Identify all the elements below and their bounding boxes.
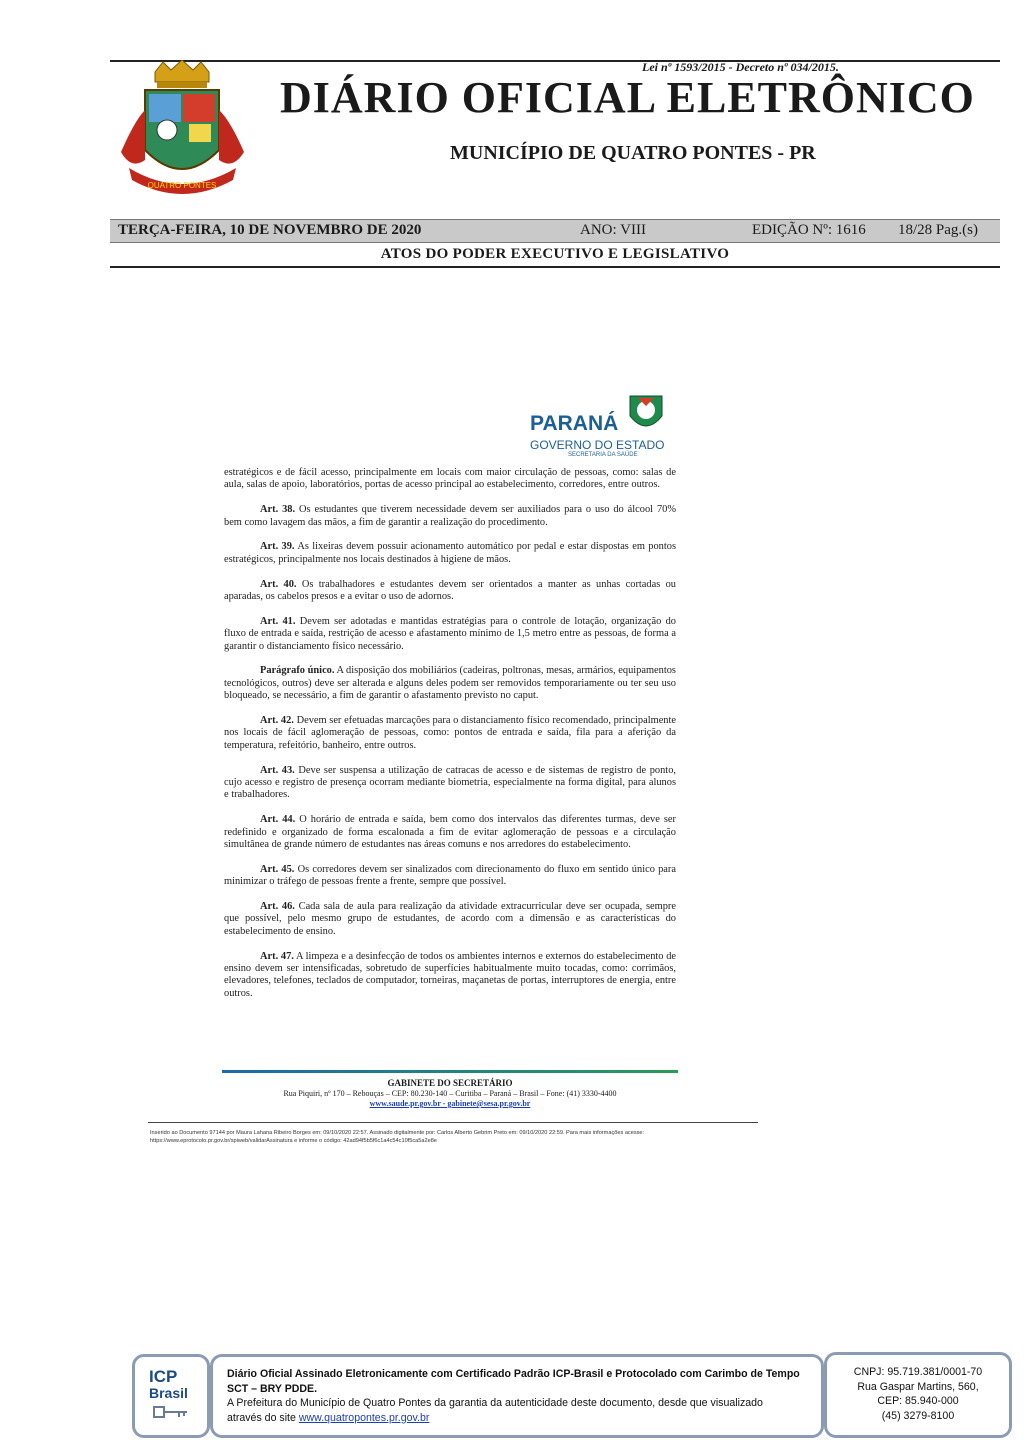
- edition-date: TERÇA-FEIRA, 10 DE NOVEMBRO DE 2020: [118, 222, 422, 238]
- article-41: Art. 41. Devem ser adotadas e mantidas estratégias para o controle de lotação, organização do fluxo de entrada e saída, restrição de acesso e afastamento mínimo de 1,5 metro entre as pessoas, de forma a garantir o distanciamento físico necessário.: [224, 615, 676, 652]
- signature-note: Inserido ao Documento 97144 por Maura Lahana Ribeiro Borges em: 09/10/2020 22:57. Assinado digitalmente por: Carlos Alberto Gebrim Preto em: 09/10/2020 22:59. Para mais informações acesse: https://www.eprotocolo.pr.gov.br/spiweb/validarAssinatura e informe o código: 42ad94f5b5f6c1a4c54c10f5ca5a2e8e: [150, 1130, 645, 1144]
- parana-logo-secretariat: SECRETARIA DA SAÚDE: [568, 452, 638, 458]
- paragraph-unico: Parágrafo único. A disposição dos mobiliários (cadeiras, poltronas, mesas, armários, equipamentos tecnológicos, outros) deve ser alterada e alguns deles podem ser removidos temporariamente ou ter seu uso bloqueado, se necessário, a fim de garantir o afastamento previsto no caput.: [224, 665, 676, 702]
- key-icon: [153, 1405, 189, 1419]
- article-38: Art. 38. Os estudantes que tiverem necessidade devem ser auxiliados para o uso do álcool 70% bem como lavagem das mãos, a fim de garantir a realização do procedimento.: [224, 504, 676, 528]
- article-45: Art. 45. Os corredores devem ser sinalizados com direcionamento do fluxo em sentido único para minimizar o tráfego de pessoas frente a frente, sempre que possível.: [224, 863, 676, 888]
- municipal-crest-icon: [115, 60, 250, 200]
- street-address: Rua Gaspar Martins, 560,: [857, 1380, 979, 1393]
- municipality-site-link[interactable]: www.quatropontes.pr.gov.br: [298, 1411, 430, 1424]
- municipality-subtitle: MUNICÍPIO DE QUATRO PONTES - PR: [450, 142, 816, 164]
- article-44: Art. 44. O horário de entrada e saída, bem como dos intervalos das diferentes turmas, deve ser redefinido e organizado de forma escalonada a fim de evitar aglomeração de pessoas e a circulação simultânea de grande número de estudantes nas áreas comuns e nos arredores do estabelecimento.: [224, 814, 676, 851]
- document-intro: estratégicos e de fácil acesso, principalmente em locais com maior circulação de pessoas, como: salas de aula, salas de apoio, laboratórios, portas de acesso principal ao estabelecimento, corredores, entre outros.: [224, 467, 676, 491]
- document-body: [224, 467, 676, 1013]
- document-footer-title: GABINETE DO SECRETÁRIO: [387, 1078, 513, 1088]
- article-43: Art. 43. Deve ser suspensa a utilização de catracas de acesso e de sistemas de registro de ponto, cujo acesso e registro de presença ocorram mediante biometria, especialmente na forma digital, para alunos e trabalhadores.: [224, 764, 676, 801]
- phone-number: (45) 3279-8100: [881, 1409, 955, 1422]
- article-47: Art. 47. A limpeza e a desinfecção de todos os ambientes internos e externos do estabelecimento de ensino devem ser intensificadas, sobretudo de superfícies habitualmente muito tocadas, como: corrimãos, elevadores, telefones, teclados de computador, torneiras, maçanetas de portas, interruptores de energia, entre outros.: [224, 950, 676, 999]
- scan-rule: [148, 1122, 758, 1123]
- article-42: Art. 42. Devem ser efetuadas marcações para o distanciamento físico recomendado, principalmente nos locais de fácil aglomeração de pessoas, como: pontos de entrada e saída, fila para a aferição da temperatura, refeitório, banheiro, entre outros.: [224, 715, 676, 751]
- edition-year: ANO: VIII: [580, 222, 646, 238]
- parana-logo-government: GOVERNO DO ESTADO: [530, 438, 665, 452]
- document-footer-address: Rua Piquiri, nº 170 – Rebouças – CEP: 80.230-140 – Curitiba – Paraná – Brasil – Fone: (41) 3330-4400: [283, 1089, 617, 1098]
- parana-flag-icon: [626, 392, 666, 434]
- icp-brasil-logo: [132, 1354, 210, 1438]
- page-count: 18/28 Pag.(s): [898, 222, 978, 238]
- certification-text: Diário Oficial Assinado Eletronicamente com Certificado Padrão ICP-Brasil e Protocolado com Carimbo de Tempo SCT – BRY PDDE. A Prefeitura do Município de Quatro Pontes da garantia da autenticidade deste documento, desde que visualizado através do site www.quatropontes.pr.gov.br: [227, 1368, 800, 1424]
- svg-text:QUATRO PONTES: QUATRO PONTES: [147, 181, 217, 190]
- document-footer-rule: [222, 1070, 678, 1073]
- page-title: DIÁRIO OFICIAL ELETRÔNICO: [280, 73, 975, 122]
- header-bottom-rule: [110, 266, 1000, 268]
- edition-info-bar: [110, 219, 1000, 243]
- article-46: Art. 46. Cada sala de aula para realização da atividade extracurricular deve ser ocupada, sempre que possível, pelo mesmo grupo de estudantes, de acordo com a dimensão e as características do estabelecimento de ensino.: [224, 901, 676, 937]
- law-reference: Lei nº 1593/2015 - Decreto nº 034/2015.: [642, 60, 839, 74]
- parana-logo: [530, 392, 680, 462]
- document-footer-links[interactable]: www.saude.pr.gov.br - gabinete@sesa.pr.gov.br: [369, 1099, 531, 1108]
- edition-number: EDIÇÃO Nº: 1616: [752, 222, 866, 238]
- article-40: Art. 40. Os trabalhadores e estudantes devem ser orientados a manter as unhas cortadas ou aparadas, os cabelos presos e a evitar o uso de adornos.: [224, 578, 677, 603]
- contact-box: [824, 1352, 1012, 1438]
- parana-logo-name: PARANÁ: [530, 412, 619, 435]
- postal-code: CEP: 85.940-000: [877, 1395, 959, 1407]
- contact-text: [827, 1365, 1009, 1423]
- certification-box: [210, 1354, 824, 1438]
- article-39: Art. 39. As lixeiras devem possuir acionamento automático por pedal e estar dispostas em pontos estratégicos, principalmente nos locais destinados à higiene de mãos.: [224, 541, 676, 565]
- cnpj: CNPJ: 95.719.381/0001-70: [853, 1366, 983, 1378]
- icp-brasil-text: ICP Brasil: [149, 1367, 188, 1401]
- section-title: ATOS DO PODER EXECUTIVO E LEGISLATIVO: [380, 246, 730, 262]
